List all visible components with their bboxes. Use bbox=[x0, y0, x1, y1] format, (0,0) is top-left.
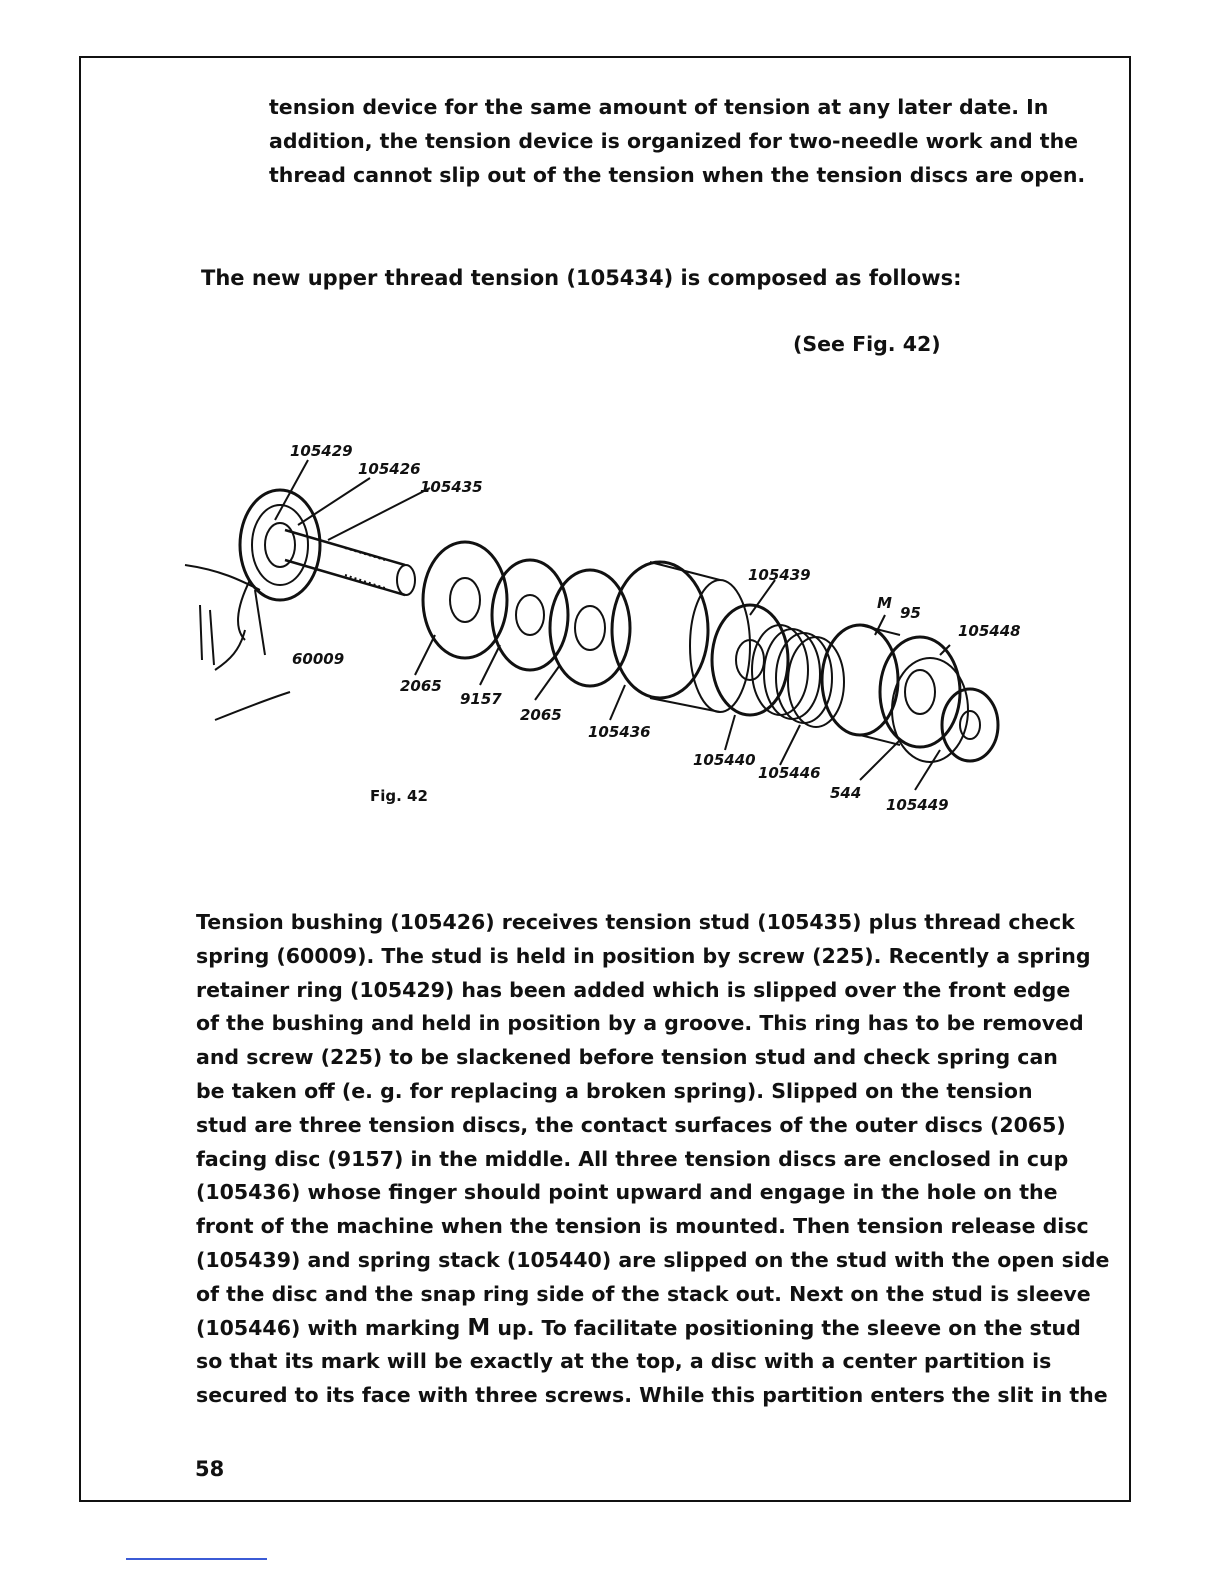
part-label: 105426 bbox=[358, 460, 421, 478]
body-line-part: up. To facilitate positioning the sleeve on the stud bbox=[490, 1315, 1081, 1340]
body-line: stud are three tension discs, the contact surfaces of the outer discs (2065) bbox=[196, 1112, 1066, 1137]
body-line bbox=[196, 1312, 1081, 1346]
body-line: and screw (225) to be slackened before tension stud and check spring can bbox=[196, 1045, 1058, 1070]
figure-caption: Fig. 42 bbox=[370, 787, 428, 805]
body-line: be taken off (e. g. for replacing a broken spring). Slipped on the tension bbox=[196, 1078, 1033, 1103]
body-line-part: (105446) with marking bbox=[196, 1315, 468, 1340]
part-label: 105440 bbox=[693, 751, 756, 769]
body-line: (105439) and spring stack (105440) are slipped on the stud with the open side bbox=[196, 1247, 1110, 1272]
section-heading: The new upper thread tension (105434) is composed as follows: bbox=[201, 266, 962, 290]
body-line: of the bushing and held in position by a groove. This ring has to be removed bbox=[196, 1011, 1084, 1036]
body-line: so that its mark will be exactly at the top, a disc with a center partition is bbox=[196, 1349, 1052, 1374]
part-label: 105435 bbox=[420, 478, 483, 496]
part-label: 105446 bbox=[758, 764, 821, 782]
body-line: (105436) whose finger should point upward and engage in the hole on the bbox=[196, 1180, 1058, 1205]
part-label: M bbox=[877, 594, 892, 612]
body-line: Tension bushing (105426) receives tension stud (105435) plus thread check bbox=[196, 910, 1075, 934]
part-label: 60009 bbox=[292, 650, 345, 668]
part-label: 105439 bbox=[748, 566, 811, 584]
body-paragraph bbox=[196, 906, 1110, 1413]
body-line: front of the machine when the tension is mounted. Then tension release disc bbox=[196, 1214, 1089, 1239]
part-label: 544 bbox=[830, 784, 862, 802]
part-label: 105449 bbox=[886, 796, 949, 814]
page-number: 58 bbox=[195, 1457, 225, 1481]
body-line: secured to its face with three screws. While this partition enters the slit in the bbox=[196, 1383, 1108, 1408]
intro-line: tension device for the same amount of tension at any later date. In bbox=[269, 95, 1049, 119]
body-line: spring (60009). The stud is held in position by screw (225). Recently a spring bbox=[196, 943, 1091, 968]
figure-reference: (See Fig. 42) bbox=[793, 332, 941, 356]
part-label: 95 bbox=[900, 604, 921, 622]
body-line: retainer ring (105429) has been added which is slipped over the front edge bbox=[196, 977, 1071, 1002]
part-label: 105436 bbox=[588, 723, 651, 741]
body-line: of the disc and the snap ring side of the stack out. Next on the stud is sleeve bbox=[196, 1281, 1091, 1306]
intro-line: thread cannot slip out of the tension when the tension discs are open. bbox=[269, 163, 1086, 187]
intro-line: addition, the tension device is organized for two-needle work and the bbox=[269, 129, 1079, 153]
part-label: 105429 bbox=[290, 442, 353, 460]
part-label: 2065 bbox=[520, 706, 562, 724]
part-label: 105448 bbox=[958, 622, 1021, 640]
marking-m: M bbox=[467, 1314, 491, 1341]
intro-paragraph bbox=[269, 90, 1086, 192]
footer-rule bbox=[126, 1558, 267, 1560]
body-line: facing disc (9157) in the middle. All three tension discs are enclosed in cup bbox=[196, 1146, 1069, 1171]
part-label: 2065 bbox=[400, 677, 442, 695]
tension-assembly-drawing bbox=[180, 430, 1040, 830]
part-label: 9157 bbox=[460, 690, 502, 708]
exploded-view-figure bbox=[180, 430, 1040, 830]
